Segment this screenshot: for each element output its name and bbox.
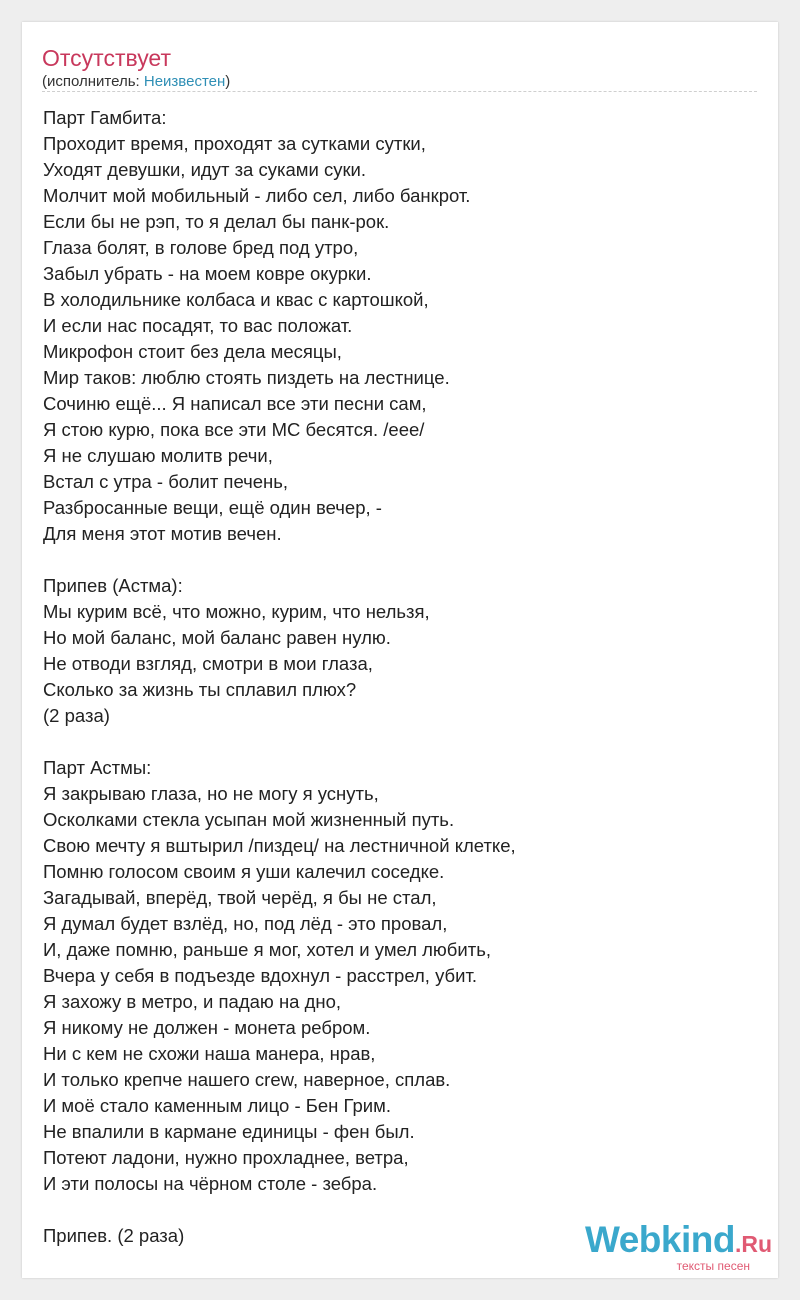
artist-prefix: (исполнитель:: [42, 73, 144, 90]
dashed-divider: [42, 91, 757, 92]
logo-suffix: .Ru: [734, 1231, 772, 1257]
artist-link[interactable]: Неизвестен: [143, 73, 226, 90]
artist-suffix: ): [225, 73, 231, 90]
lyrics-text: Парт Гамбита: Проходит время, проходят за сутками сутки, Уходят девушки, идут за суками суки. Молчит мой мобильный - либо сел, либо банкрот. Если бы не рэп, то я делал бы панк-рок. Глаза болят, в голове бред под утро, Забыл убрать - на моем ковре окурки. В холодильнике колбаса и квас с картошкой, И если нас посадят, то вас положат. Микрофон стоит без дела месяцы, Мир таков: люблю стоять пиздеть на лестнице. Сочиню ещё... Я написал все эти песни сам, Я стою курю, пока все эти МС бесятся. /еее/ Я не слушаю молитв речи, Встал с утра - болит печень, Разбросанные вещи, ещё один вечер, - Для меня этот мотив вечен. Припев (Астма): Мы курим всё, что можно, курим, что нельзя, Но мой баланс, мой баланс равен нулю. Не отводи взгляд, смотри в мои глаза, Сколько за жизнь ты сплавил плюх? (2 раза) Парт Астмы: Я закрываю глаза, но не могу я уснуть, Осколками стекла усыпан мой жизненный путь. Свою мечту я вштырил /пиздец/ на лестничной клетке, Помню голосом своим я уши калечил соседке. Загадывай, вперёд, твой черёд, я бы не стал, Я думал будет взлёд, но, под лёд - это провал, И, даже помню, раньше я мог, хотел и умел любить, Вчера у себя в подъезде вдохнул - расстрел, убит. Я захожу в метро, и падаю на дно, Я никому не должен - монета ребром. Ни с кем не схожи наша манера, нрав, И только крепче нашего crew, наверное, сплав. И моё стало каменным лицо - Бен Грим. Не впалили в кармане единицы - фен был. Потеют ладони, нужно прохладнее, ветра, И эти полосы на чёрном столе - зебра. Припев. (2 раза): [43, 107, 516, 1246]
song-title: Отсутствует: [42, 45, 171, 71]
logo-main-text: Webkind: [584, 1219, 735, 1260]
site-logo[interactable]: [585, 1221, 772, 1272]
lyrics-card: [22, 22, 778, 1278]
logo-tagline: тексты песен: [676, 1259, 750, 1273]
artist-line: [42, 73, 230, 91]
logo-wordmark: [585, 1221, 772, 1263]
